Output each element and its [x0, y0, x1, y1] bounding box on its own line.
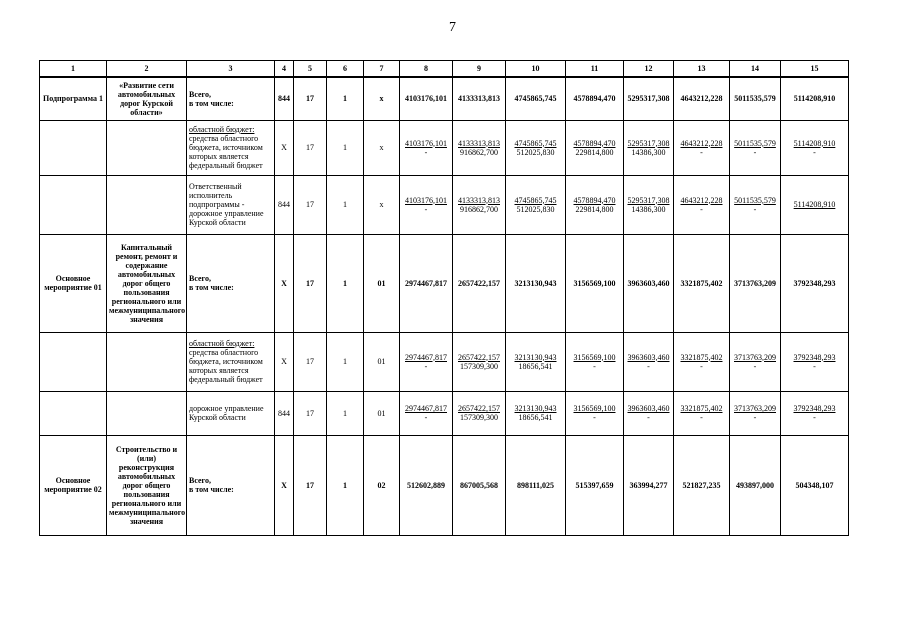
amount-total: 4745865,745	[514, 138, 557, 148]
amount-federal: -	[753, 147, 757, 157]
amount-federal: -	[647, 413, 650, 422]
program-name	[40, 332, 107, 391]
table-row	[40, 332, 849, 391]
amount-cell	[400, 120, 453, 175]
funding-source	[187, 391, 275, 435]
code-cell: 17	[294, 332, 327, 391]
program-description: «Развитие сети автомобильных дорог Курской области»	[107, 77, 187, 120]
table-row	[40, 391, 849, 435]
program-description	[107, 332, 187, 391]
amount-total: 4103176,101	[405, 138, 447, 148]
amount-total: 4643212,228	[680, 94, 723, 104]
column-header: 15	[781, 61, 849, 78]
code-cell: 01	[364, 234, 400, 332]
amount-cell	[624, 234, 674, 332]
amount-cell	[781, 234, 849, 332]
amount-cell	[624, 120, 674, 175]
amount-total: 5011535,579	[734, 195, 776, 205]
amount-federal: -	[593, 413, 596, 422]
program-name	[40, 175, 107, 234]
program-name: Основное мероприятие 01	[40, 234, 107, 332]
amount-cell	[506, 332, 566, 391]
amount-cell	[781, 332, 849, 391]
amount-cell	[566, 332, 624, 391]
column-header: 2	[107, 61, 187, 78]
amount-cell	[624, 435, 674, 535]
amount-federal: -	[424, 361, 428, 371]
amount-cell	[566, 120, 624, 175]
code-cell: 17	[294, 435, 327, 535]
amount-total: 3963603,460	[627, 404, 670, 413]
funding-source-detail: в том числе:	[189, 98, 234, 108]
amount-total: 3156569,100	[573, 352, 616, 362]
amount-cell	[566, 234, 624, 332]
amount-total: 3792348,293	[793, 404, 836, 413]
funding-source-detail: средства областного бюджета, источником которых является федеральный бюджет	[189, 348, 263, 384]
code-cell: х	[364, 175, 400, 234]
amount-total: 5114208,910	[793, 94, 836, 104]
amount-cell	[566, 435, 624, 535]
code-cell: х	[364, 120, 400, 175]
code-cell: 1	[327, 234, 364, 332]
amount-total: 3792348,293	[793, 278, 836, 288]
amount-federal: -	[700, 147, 703, 157]
amount-total: 3213130,943	[514, 404, 557, 413]
amount-cell	[624, 332, 674, 391]
amount-total: 521827,235	[682, 480, 721, 490]
amount-total: 5011535,579	[734, 138, 776, 148]
amount-total: 2657422,157	[458, 352, 500, 362]
code-cell: 17	[294, 391, 327, 435]
amount-total: 3963603,460	[627, 352, 670, 362]
code-cell: 01	[364, 332, 400, 391]
amount-federal: 18656,541	[518, 361, 553, 371]
amount-total: 3963603,460	[627, 278, 670, 288]
column-header: 4	[275, 61, 294, 78]
code-cell: 17	[294, 234, 327, 332]
amount-cell	[453, 234, 506, 332]
amount-cell	[674, 77, 730, 120]
code-cell: 1	[327, 120, 364, 175]
code-cell: 17	[294, 175, 327, 234]
program-name	[40, 391, 107, 435]
column-header: 7	[364, 61, 400, 78]
code-cell: 17	[294, 77, 327, 120]
amount-federal: -	[700, 204, 703, 214]
table-row	[40, 435, 849, 535]
code-cell: Х	[275, 234, 294, 332]
funding-source-detail: в том числе:	[189, 283, 234, 292]
amount-federal: -	[424, 147, 428, 157]
amount-federal: 157309,300	[460, 413, 498, 422]
column-header: 12	[624, 61, 674, 78]
code-cell: 844	[275, 391, 294, 435]
amount-cell	[730, 234, 781, 332]
amount-total: 5295317,308	[627, 195, 670, 205]
funding-source	[187, 175, 275, 234]
code-cell: Х	[275, 332, 294, 391]
amount-total: 2974467,817	[405, 352, 447, 362]
amount-federal: 14386,300	[631, 147, 666, 157]
funding-source-title: Всего,	[189, 89, 211, 99]
funding-source-title: дорожное управление Курской области	[189, 404, 264, 422]
funding-source-title: Всего,	[189, 476, 211, 485]
column-header: 11	[566, 61, 624, 78]
code-cell: 1	[327, 391, 364, 435]
amount-federal: -	[813, 361, 816, 371]
amount-federal: -	[424, 204, 428, 214]
funding-source-title: областной бюджет:	[189, 125, 255, 134]
amount-cell	[730, 391, 781, 435]
amount-federal: 916862,700	[460, 204, 498, 214]
program-name	[40, 120, 107, 175]
amount-cell	[781, 391, 849, 435]
amount-total: 5114208,910	[793, 200, 836, 209]
amount-total: 4133313,813	[458, 94, 500, 104]
amount-cell	[674, 332, 730, 391]
amount-cell	[453, 120, 506, 175]
amount-federal: 512025,830	[516, 204, 555, 214]
amount-federal: -	[593, 361, 596, 371]
amount-total: 504348,107	[795, 480, 834, 490]
amount-cell	[730, 332, 781, 391]
column-header: 5	[294, 61, 327, 78]
funding-source-detail: средства областного бюджета, источником которых является федеральный бюджет	[189, 134, 263, 170]
amount-total: 4745865,745	[514, 195, 557, 205]
program-name: Основное мероприятие 02	[40, 435, 107, 535]
amount-federal: -	[753, 361, 757, 371]
amount-federal: 229814,800	[575, 204, 614, 214]
amount-cell	[566, 391, 624, 435]
amount-cell	[730, 120, 781, 175]
code-cell: 02	[364, 435, 400, 535]
amount-total: 5295317,308	[627, 138, 670, 148]
funding-source-title: Ответственный исполнитель подпрограммы - дорожное управление Курской области	[189, 182, 264, 227]
amount-total: 363994,277	[629, 480, 668, 490]
column-header: 10	[506, 61, 566, 78]
table-row	[40, 175, 849, 234]
amount-total: 515397,659	[575, 480, 614, 490]
amount-total: 4578894,470	[573, 94, 616, 104]
amount-federal: 916862,700	[460, 147, 498, 157]
amount-cell	[400, 234, 453, 332]
funding-source	[187, 435, 275, 535]
amount-federal: -	[813, 413, 816, 422]
amount-cell	[730, 77, 781, 120]
code-cell: 1	[327, 175, 364, 234]
funding-source-title: Всего,	[189, 274, 211, 283]
amount-cell	[566, 175, 624, 234]
amount-total: 4103176,101	[405, 94, 447, 104]
column-header: 9	[453, 61, 506, 78]
code-cell: х	[364, 77, 400, 120]
amount-total: 4133313,813	[458, 195, 500, 205]
funding-source	[187, 332, 275, 391]
program-name: Подпрограмма 1	[40, 77, 107, 120]
amount-total: 3713763,209	[734, 404, 776, 413]
amount-federal: 14386,300	[631, 204, 666, 214]
amount-federal: 229814,800	[575, 147, 614, 157]
amount-cell	[566, 77, 624, 120]
amount-total: 5114208,910	[793, 138, 836, 148]
amount-cell	[453, 391, 506, 435]
amount-federal: -	[813, 147, 816, 157]
amount-federal: -	[753, 413, 757, 422]
amount-total: 3213130,943	[514, 278, 557, 288]
amount-total: 4103176,101	[405, 195, 447, 205]
page-number: 7	[449, 20, 456, 35]
amount-total: 3321875,402	[680, 278, 723, 288]
amount-total: 4643212,228	[680, 138, 723, 148]
funding-source	[187, 120, 275, 175]
amount-cell	[624, 175, 674, 234]
funding-source	[187, 234, 275, 332]
amount-federal: 18656,541	[518, 413, 553, 422]
amount-cell	[674, 234, 730, 332]
code-cell: Х	[275, 435, 294, 535]
program-description	[107, 120, 187, 175]
code-cell: 1	[327, 435, 364, 535]
amount-cell	[781, 77, 849, 120]
code-cell: 1	[327, 332, 364, 391]
table-row	[40, 234, 849, 332]
amount-total: 512602,889	[407, 480, 445, 490]
code-cell: Х	[275, 120, 294, 175]
amount-cell	[506, 120, 566, 175]
amount-cell	[624, 77, 674, 120]
budget-table	[39, 60, 849, 536]
amount-total: 4578894,470	[573, 195, 616, 205]
amount-total: 2974467,817	[405, 404, 447, 413]
funding-source-title: областной бюджет:	[189, 339, 255, 348]
funding-source-detail: в том числе:	[189, 485, 234, 494]
amount-cell	[781, 175, 849, 234]
amount-federal: 157309,300	[460, 361, 498, 371]
amount-federal: -	[700, 413, 703, 422]
header-row	[40, 61, 849, 78]
amount-total: 3213130,943	[514, 352, 557, 362]
amount-cell	[674, 120, 730, 175]
amount-cell	[506, 175, 566, 234]
amount-cell	[781, 435, 849, 535]
code-cell: 844	[275, 175, 294, 234]
amount-total: 867005,568	[460, 480, 498, 490]
amount-cell	[506, 77, 566, 120]
program-description	[107, 175, 187, 234]
amount-cell	[506, 435, 566, 535]
amount-cell	[400, 332, 453, 391]
code-cell: 17	[294, 120, 327, 175]
amount-total: 2974467,817	[405, 278, 447, 288]
amount-total: 3792348,293	[793, 352, 836, 362]
amount-total: 4133313,813	[458, 138, 500, 148]
column-header: 1	[40, 61, 107, 78]
amount-cell	[453, 77, 506, 120]
amount-cell	[506, 391, 566, 435]
table-row	[40, 120, 849, 175]
amount-total: 3321875,402	[680, 352, 723, 362]
amount-total: 5011535,579	[734, 94, 776, 104]
amount-federal: -	[753, 204, 757, 214]
amount-cell	[730, 175, 781, 234]
code-cell: 844	[275, 77, 294, 120]
amount-cell	[674, 175, 730, 234]
amount-total: 493897,000	[736, 480, 774, 490]
amount-total: 2657422,157	[458, 404, 500, 413]
code-cell: 1	[327, 77, 364, 120]
amount-total: 3321875,402	[680, 404, 723, 413]
amount-federal: -	[700, 361, 703, 371]
code-cell: 01	[364, 391, 400, 435]
amount-cell	[453, 175, 506, 234]
table-row	[40, 77, 849, 120]
funding-source	[187, 77, 275, 120]
program-description	[107, 391, 187, 435]
amount-total: 4643212,228	[680, 195, 723, 205]
amount-cell	[506, 234, 566, 332]
amount-cell	[674, 435, 730, 535]
amount-cell	[624, 391, 674, 435]
amount-total: 3713763,209	[734, 352, 776, 362]
amount-total: 4745865,745	[514, 94, 557, 104]
amount-cell	[400, 175, 453, 234]
amount-federal: -	[424, 413, 428, 422]
amount-total: 5295317,308	[627, 94, 670, 104]
amount-total: 3713763,209	[734, 278, 776, 288]
column-header: 14	[730, 61, 781, 78]
column-header: 6	[327, 61, 364, 78]
amount-federal: -	[647, 361, 650, 371]
column-header: 3	[187, 61, 275, 78]
amount-total: 3156569,100	[573, 404, 616, 413]
column-header: 8	[400, 61, 453, 78]
amount-cell	[400, 435, 453, 535]
amount-cell	[453, 332, 506, 391]
amount-cell	[730, 435, 781, 535]
program-description: Капитальный ремонт, ремонт и содержание автомобильных дорог общего пользования регионального или межмуниципального значения	[107, 234, 187, 332]
amount-cell	[781, 120, 849, 175]
program-description: Строительство и (или) реконструкция автомобильных дорог общего пользования регионального или межмуниципального значения	[107, 435, 187, 535]
amount-cell	[674, 391, 730, 435]
amount-cell	[400, 391, 453, 435]
amount-total: 898111,025	[516, 480, 555, 490]
amount-federal: 512025,830	[516, 147, 555, 157]
amount-total: 4578894,470	[573, 138, 616, 148]
amount-cell	[400, 77, 453, 120]
amount-total: 3156569,100	[573, 278, 616, 288]
amount-total: 2657422,157	[458, 278, 500, 288]
column-header: 13	[674, 61, 730, 78]
amount-cell	[453, 435, 506, 535]
